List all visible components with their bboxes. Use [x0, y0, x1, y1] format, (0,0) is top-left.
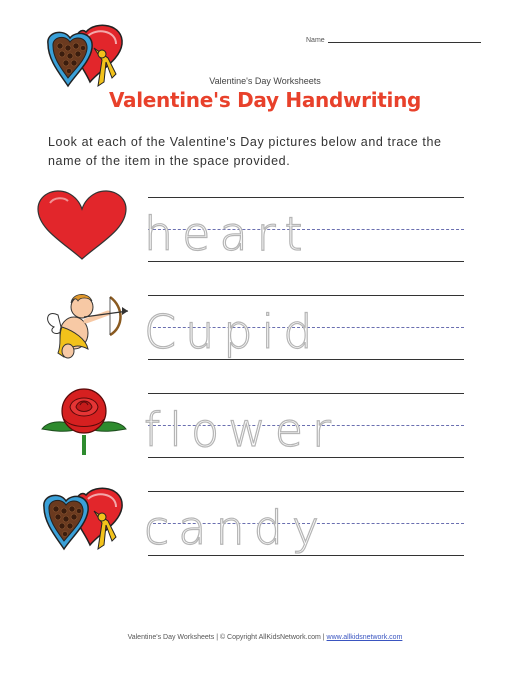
list-item-cupid: [0, 293, 530, 363]
trace-word[interactable]: heart: [144, 207, 312, 261]
list-item-flower: [0, 391, 530, 461]
cupid-icon: [34, 287, 132, 363]
footer-link[interactable]: www.allkidsnetwork.com: [326, 634, 403, 641]
footer: [0, 634, 530, 641]
trace-word[interactable]: Cupid: [144, 305, 322, 359]
instructions-text: Look at each of the Valentine's Day pictures below and trace the name of the item in the space provided.: [48, 135, 442, 168]
rose-icon: [34, 385, 132, 461]
worksheet-subtitle: Valentine's Day Worksheets: [209, 76, 321, 86]
trace-word[interactable]: candy: [144, 501, 329, 555]
footer-text: Valentine's Day Worksheets | © Copyright AllKidsNetwork.com |: [127, 634, 325, 641]
top-line: [148, 295, 464, 296]
page-title: Valentine's Day Handwriting: [108, 88, 422, 112]
top-line: [148, 393, 464, 394]
candy-box-icon: [34, 483, 132, 559]
list-item-heart: [0, 195, 530, 265]
list-item-candy: [0, 489, 530, 559]
name-label: Name: [306, 37, 325, 44]
name-field[interactable]: [328, 42, 481, 43]
top-line: [148, 197, 464, 198]
trace-word[interactable]: flower: [144, 403, 340, 457]
top-line: [148, 491, 464, 492]
heart-icon: [34, 189, 132, 265]
